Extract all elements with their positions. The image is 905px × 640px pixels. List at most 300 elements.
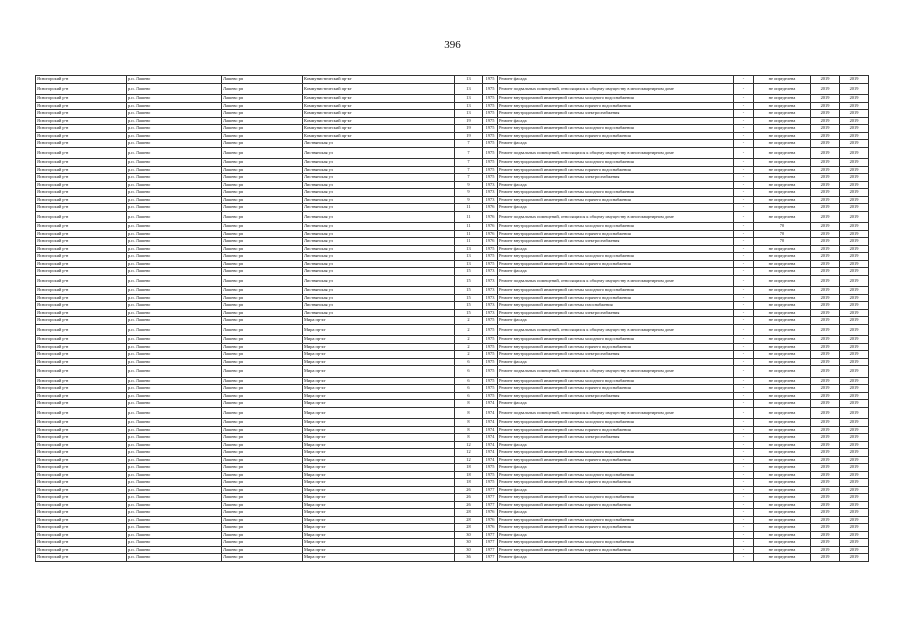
cell-y2: 2019 bbox=[840, 531, 869, 539]
cell-work: Ремонт внутридомовой инженерной системы горячего водоснабжения bbox=[498, 343, 734, 351]
cell-settlement: р.п. Лашево bbox=[127, 275, 222, 287]
cell-house: 19 bbox=[455, 132, 483, 140]
cell-y1: 2019 bbox=[811, 181, 840, 189]
table-row bbox=[36, 539, 869, 547]
cell-year: 1975 bbox=[483, 159, 498, 167]
cell-district: Ясногорский р-н bbox=[36, 441, 127, 449]
cell-municipality: Лашево рп bbox=[222, 95, 303, 103]
cell-street: Листвянская ул bbox=[303, 245, 455, 253]
table-row bbox=[36, 456, 869, 464]
cell-y1: 2019 bbox=[811, 407, 840, 419]
table-row bbox=[36, 434, 869, 442]
cell-municipality: Лашево рп bbox=[222, 456, 303, 464]
cell-municipality: Лашево рп bbox=[222, 211, 303, 223]
cell-year: 1975 bbox=[483, 253, 498, 261]
cell-settlement: р.п. Лашево bbox=[127, 76, 222, 84]
cell-value: не определена bbox=[754, 309, 811, 317]
cell-dash: - bbox=[734, 531, 754, 539]
cell-settlement: р.п. Лашево bbox=[127, 181, 222, 189]
cell-year: 1975 bbox=[483, 351, 498, 359]
cell-street: Мира пр-кт bbox=[303, 358, 455, 366]
cell-y2: 2019 bbox=[840, 434, 869, 442]
cell-value: не определена bbox=[754, 419, 811, 427]
cell-street: Мира пр-кт bbox=[303, 486, 455, 494]
cell-municipality: Лашево рп bbox=[222, 554, 303, 562]
cell-value: не определена bbox=[754, 377, 811, 385]
cell-y2: 2019 bbox=[840, 494, 869, 502]
cell-street: Листвянская ул bbox=[303, 196, 455, 204]
cell-y1: 2019 bbox=[811, 336, 840, 344]
cell-district: Ясногорский р-н bbox=[36, 426, 127, 434]
cell-municipality: Лашево рп bbox=[222, 174, 303, 182]
cell-work: Ремонт внутридомовой инженерной системы холодного водоснабжения bbox=[498, 253, 734, 261]
cell-house: 2 bbox=[455, 343, 483, 351]
cell-y2: 2019 bbox=[840, 441, 869, 449]
cell-year: 1975 bbox=[483, 140, 498, 148]
cell-settlement: р.п. Лашево bbox=[127, 366, 222, 378]
cell-work: Ремонт внутридомовой инженерной системы горячего водоснабжения bbox=[498, 294, 734, 302]
cell-settlement: р.п. Лашево bbox=[127, 486, 222, 494]
cell-dash: - bbox=[734, 125, 754, 133]
cell-y2: 2019 bbox=[840, 302, 869, 310]
cell-dash: - bbox=[734, 524, 754, 532]
table-row bbox=[36, 400, 869, 408]
cell-municipality: Лашево рп bbox=[222, 516, 303, 524]
page-number: 396 bbox=[444, 39, 461, 51]
cell-house: 7 bbox=[455, 159, 483, 167]
cell-work: Ремонт внутридомовой инженерной системы горячего водоснабжения bbox=[498, 524, 734, 532]
cell-dash: - bbox=[734, 516, 754, 524]
cell-street: Коммунистический пр-кт bbox=[303, 110, 455, 118]
cell-municipality: Лашево рп bbox=[222, 464, 303, 472]
cell-value: не определена bbox=[754, 324, 811, 336]
cell-y2: 2019 bbox=[840, 181, 869, 189]
cell-street: Мира пр-кт bbox=[303, 434, 455, 442]
cell-street: Мира пр-кт bbox=[303, 441, 455, 449]
cell-y2: 2019 bbox=[840, 385, 869, 393]
cell-value: не определена bbox=[754, 287, 811, 295]
cell-y1: 2019 bbox=[811, 294, 840, 302]
cell-y2: 2019 bbox=[840, 253, 869, 261]
cell-settlement: р.п. Лашево bbox=[127, 336, 222, 344]
cell-district: Ясногорский р-н bbox=[36, 366, 127, 378]
cell-municipality: Лашево рп bbox=[222, 426, 303, 434]
cell-y2: 2019 bbox=[840, 268, 869, 276]
cell-year: 1973 bbox=[483, 302, 498, 310]
cell-house: 11 bbox=[455, 230, 483, 238]
cell-settlement: р.п. Лашево bbox=[127, 516, 222, 524]
cell-street: Коммунистический пр-кт bbox=[303, 125, 455, 133]
cell-district: Ясногорский р-н bbox=[36, 324, 127, 336]
table-row bbox=[36, 501, 869, 509]
table-row bbox=[36, 196, 869, 204]
cell-y1: 2019 bbox=[811, 302, 840, 310]
cell-work: Ремонт внутридомовой инженерной системы холодного водоснабжения bbox=[498, 419, 734, 427]
cell-house: 28 bbox=[455, 509, 483, 517]
table-row bbox=[36, 102, 869, 110]
cell-street: Листвянская ул bbox=[303, 260, 455, 268]
cell-y2: 2019 bbox=[840, 351, 869, 359]
cell-municipality: Лашево рп bbox=[222, 539, 303, 547]
cell-y1: 2019 bbox=[811, 539, 840, 547]
cell-y1: 2019 bbox=[811, 287, 840, 295]
cell-dash: - bbox=[734, 464, 754, 472]
cell-house: 11 bbox=[455, 204, 483, 212]
cell-y1: 2019 bbox=[811, 174, 840, 182]
table-row bbox=[36, 343, 869, 351]
cell-house: 9 bbox=[455, 181, 483, 189]
cell-y1: 2019 bbox=[811, 309, 840, 317]
cell-y2: 2019 bbox=[840, 174, 869, 182]
cell-settlement: р.п. Лашево bbox=[127, 385, 222, 393]
cell-house: 18 bbox=[455, 471, 483, 479]
cell-value: не определена bbox=[754, 110, 811, 118]
cell-street: Листвянская ул bbox=[303, 275, 455, 287]
cell-district: Ясногорский р-н bbox=[36, 400, 127, 408]
cell-year: 1975 bbox=[483, 102, 498, 110]
cell-house: 7 bbox=[455, 140, 483, 148]
cell-street: Листвянская ул bbox=[303, 287, 455, 295]
cell-house: 30 bbox=[455, 546, 483, 554]
cell-settlement: р.п. Лашево bbox=[127, 238, 222, 246]
cell-municipality: Лашево рп bbox=[222, 441, 303, 449]
cell-y1: 2019 bbox=[811, 456, 840, 464]
cell-value: не определена bbox=[754, 351, 811, 359]
cell-district: Ясногорский р-н bbox=[36, 230, 127, 238]
table-row bbox=[36, 546, 869, 554]
cell-year: 1975 bbox=[483, 83, 498, 95]
table-row bbox=[36, 204, 869, 212]
cell-municipality: Лашево рп bbox=[222, 385, 303, 393]
cell-municipality: Лашево рп bbox=[222, 181, 303, 189]
cell-district: Ясногорский р-н bbox=[36, 159, 127, 167]
cell-settlement: р.п. Лашево bbox=[127, 287, 222, 295]
cell-work: Ремонт внутридомовой инженерной системы горячего водоснабжения bbox=[498, 385, 734, 393]
cell-street: Мира пр-кт bbox=[303, 539, 455, 547]
cell-dash: - bbox=[734, 407, 754, 419]
cell-house: 7 bbox=[455, 166, 483, 174]
cell-y2: 2019 bbox=[840, 238, 869, 246]
cell-settlement: р.п. Лашево bbox=[127, 407, 222, 419]
table-row bbox=[36, 516, 869, 524]
cell-municipality: Лашево рп bbox=[222, 524, 303, 532]
cell-value: не определена bbox=[754, 196, 811, 204]
cell-y2: 2019 bbox=[840, 196, 869, 204]
cell-house: 26 bbox=[455, 486, 483, 494]
cell-year: 1975 bbox=[483, 324, 498, 336]
cell-street: Мира пр-кт bbox=[303, 351, 455, 359]
cell-settlement: р.п. Лашево bbox=[127, 539, 222, 547]
cell-settlement: р.п. Лашево bbox=[127, 524, 222, 532]
cell-dash: - bbox=[734, 140, 754, 148]
cell-district: Ясногорский р-н bbox=[36, 76, 127, 84]
cell-y1: 2019 bbox=[811, 223, 840, 231]
cell-district: Ясногорский р-н bbox=[36, 102, 127, 110]
cell-y1: 2019 bbox=[811, 464, 840, 472]
cell-house: 8 bbox=[455, 434, 483, 442]
cell-dash: - bbox=[734, 449, 754, 457]
cell-year: 1973 bbox=[483, 189, 498, 197]
cell-dash: - bbox=[734, 110, 754, 118]
cell-y2: 2019 bbox=[840, 486, 869, 494]
cell-year: 1975 bbox=[483, 392, 498, 400]
cell-municipality: Лашево рп bbox=[222, 260, 303, 268]
cell-house: 15 bbox=[455, 302, 483, 310]
cell-street: Мира пр-кт bbox=[303, 385, 455, 393]
table-row bbox=[36, 309, 869, 317]
cell-y1: 2019 bbox=[811, 132, 840, 140]
cell-settlement: р.п. Лашево bbox=[127, 102, 222, 110]
cell-year: 1973 bbox=[483, 181, 498, 189]
cell-value: не определена bbox=[754, 140, 811, 148]
cell-work: Ремонт фасада bbox=[498, 400, 734, 408]
cell-work: Ремонт фасада bbox=[498, 358, 734, 366]
cell-house: 15 bbox=[455, 275, 483, 287]
cell-work: Ремонт внутридомовой инженерной системы холодного водоснабжения bbox=[498, 449, 734, 457]
cell-work: Ремонт внутридомовой инженерной системы газоснабжения bbox=[498, 302, 734, 310]
cell-settlement: р.п. Лашево bbox=[127, 471, 222, 479]
table-row bbox=[36, 260, 869, 268]
cell-y1: 2019 bbox=[811, 275, 840, 287]
cell-municipality: Лашево рп bbox=[222, 324, 303, 336]
cell-work: Ремонт внутридомовой инженерной системы электроснабжения bbox=[498, 238, 734, 246]
cell-work: Ремонт фасада bbox=[498, 464, 734, 472]
cell-dash: - bbox=[734, 479, 754, 487]
cell-settlement: р.п. Лашево bbox=[127, 83, 222, 95]
cell-street: Мира пр-кт bbox=[303, 419, 455, 427]
cell-street: Листвянская ул bbox=[303, 294, 455, 302]
cell-value: не определена bbox=[754, 456, 811, 464]
cell-y1: 2019 bbox=[811, 102, 840, 110]
cell-street: Листвянская ул bbox=[303, 166, 455, 174]
cell-y1: 2019 bbox=[811, 449, 840, 457]
table-row bbox=[36, 181, 869, 189]
cell-dash: - bbox=[734, 509, 754, 517]
cell-y1: 2019 bbox=[811, 83, 840, 95]
cell-y1: 2019 bbox=[811, 238, 840, 246]
cell-year: 1975 bbox=[483, 358, 498, 366]
cell-municipality: Лашево рп bbox=[222, 479, 303, 487]
cell-street: Листвянская ул bbox=[303, 302, 455, 310]
cell-dash: - bbox=[734, 336, 754, 344]
cell-municipality: Лашево рп bbox=[222, 245, 303, 253]
cell-y1: 2019 bbox=[811, 76, 840, 84]
cell-house: 13 bbox=[455, 102, 483, 110]
cell-municipality: Лашево рп bbox=[222, 531, 303, 539]
cell-house: 12 bbox=[455, 449, 483, 457]
cell-value: не определена bbox=[754, 102, 811, 110]
table-row bbox=[36, 324, 869, 336]
cell-y2: 2019 bbox=[840, 343, 869, 351]
table-row bbox=[36, 358, 869, 366]
cell-dash: - bbox=[734, 132, 754, 140]
cell-house: 15 bbox=[455, 309, 483, 317]
cell-year: 1977 bbox=[483, 501, 498, 509]
cell-value: не определена bbox=[754, 132, 811, 140]
cell-y1: 2019 bbox=[811, 501, 840, 509]
cell-dash: - bbox=[734, 76, 754, 84]
cell-year: 1975 bbox=[483, 471, 498, 479]
cell-municipality: Лашево рп bbox=[222, 166, 303, 174]
cell-value: не определена bbox=[754, 464, 811, 472]
cell-house: 8 bbox=[455, 419, 483, 427]
cell-settlement: р.п. Лашево bbox=[127, 501, 222, 509]
cell-district: Ясногорский р-н bbox=[36, 479, 127, 487]
cell-house: 12 bbox=[455, 441, 483, 449]
cell-street: Мира пр-кт bbox=[303, 554, 455, 562]
cell-y2: 2019 bbox=[840, 324, 869, 336]
table-row bbox=[36, 211, 869, 223]
cell-work: Ремонт фасада bbox=[498, 245, 734, 253]
cell-street: Мира пр-кт bbox=[303, 336, 455, 344]
cell-year: 1975 bbox=[483, 117, 498, 125]
cell-district: Ясногорский р-н bbox=[36, 174, 127, 182]
cell-district: Ясногорский р-н bbox=[36, 486, 127, 494]
cell-house: 2 bbox=[455, 317, 483, 325]
cell-y2: 2019 bbox=[840, 516, 869, 524]
cell-district: Ясногорский р-н bbox=[36, 260, 127, 268]
cell-year: 1975 bbox=[483, 76, 498, 84]
cell-house: 6 bbox=[455, 366, 483, 378]
cell-y2: 2019 bbox=[840, 102, 869, 110]
cell-year: 1977 bbox=[483, 494, 498, 502]
cell-settlement: р.п. Лашево bbox=[127, 434, 222, 442]
cell-dash: - bbox=[734, 400, 754, 408]
table-row bbox=[36, 464, 869, 472]
cell-district: Ясногорский р-н bbox=[36, 268, 127, 276]
cell-year: 1973 bbox=[483, 294, 498, 302]
cell-district: Ясногорский р-н bbox=[36, 309, 127, 317]
cell-settlement: р.п. Лашево bbox=[127, 159, 222, 167]
cell-municipality: Лашево рп bbox=[222, 358, 303, 366]
cell-year: 1974 bbox=[483, 449, 498, 457]
cell-year: 1975 bbox=[483, 366, 498, 378]
cell-municipality: Лашево рп bbox=[222, 230, 303, 238]
cell-y1: 2019 bbox=[811, 140, 840, 148]
cell-work: Ремонт внутридомовой инженерной системы горячего водоснабжения bbox=[498, 260, 734, 268]
table-row bbox=[36, 392, 869, 400]
cell-district: Ясногорский р-н bbox=[36, 132, 127, 140]
cell-y1: 2019 bbox=[811, 196, 840, 204]
cell-y2: 2019 bbox=[840, 95, 869, 103]
cell-settlement: р.п. Лашево bbox=[127, 174, 222, 182]
cell-y2: 2019 bbox=[840, 132, 869, 140]
cell-year: 1976 bbox=[483, 223, 498, 231]
cell-street: Коммунистический пр-кт bbox=[303, 95, 455, 103]
cell-dash: - bbox=[734, 189, 754, 197]
cell-house: 36 bbox=[455, 554, 483, 562]
table-row bbox=[36, 132, 869, 140]
cell-work: Ремонт фасада bbox=[498, 204, 734, 212]
cell-value: не определена bbox=[754, 434, 811, 442]
cell-dash: - bbox=[734, 546, 754, 554]
cell-street: Листвянская ул bbox=[303, 174, 455, 182]
cell-year: 1973 bbox=[483, 287, 498, 295]
table-row bbox=[36, 253, 869, 261]
cell-y1: 2019 bbox=[811, 324, 840, 336]
cell-y1: 2019 bbox=[811, 385, 840, 393]
cell-year: 1975 bbox=[483, 174, 498, 182]
cell-y2: 2019 bbox=[840, 449, 869, 457]
cell-y1: 2019 bbox=[811, 166, 840, 174]
cell-year: 1973 bbox=[483, 275, 498, 287]
cell-dash: - bbox=[734, 95, 754, 103]
cell-street: Мира пр-кт bbox=[303, 509, 455, 517]
cell-y1: 2019 bbox=[811, 245, 840, 253]
cell-dash: - bbox=[734, 181, 754, 189]
cell-street: Мира пр-кт bbox=[303, 317, 455, 325]
cell-district: Ясногорский р-н bbox=[36, 351, 127, 359]
cell-settlement: р.п. Лашево bbox=[127, 343, 222, 351]
cell-year: 1973 bbox=[483, 309, 498, 317]
cell-municipality: Лашево рп bbox=[222, 392, 303, 400]
table-row bbox=[36, 268, 869, 276]
cell-year: 1974 bbox=[483, 434, 498, 442]
cell-street: Мира пр-кт bbox=[303, 464, 455, 472]
cell-y1: 2019 bbox=[811, 419, 840, 427]
cell-municipality: Лашево рп bbox=[222, 471, 303, 479]
cell-settlement: р.п. Лашево bbox=[127, 132, 222, 140]
cell-value: не определена bbox=[754, 486, 811, 494]
cell-y1: 2019 bbox=[811, 268, 840, 276]
table-row bbox=[36, 419, 869, 427]
cell-y2: 2019 bbox=[840, 392, 869, 400]
cell-settlement: р.п. Лашево bbox=[127, 358, 222, 366]
table-row bbox=[36, 110, 869, 118]
cell-street: Мира пр-кт bbox=[303, 516, 455, 524]
cell-district: Ясногорский р-н bbox=[36, 95, 127, 103]
cell-street: Мира пр-кт bbox=[303, 471, 455, 479]
cell-year: 1976 bbox=[483, 524, 498, 532]
cell-dash: - bbox=[734, 419, 754, 427]
cell-dash: - bbox=[734, 268, 754, 276]
cell-street: Листвянская ул bbox=[303, 181, 455, 189]
table-row bbox=[36, 140, 869, 148]
cell-value: не определена bbox=[754, 147, 811, 159]
cell-year: 1975 bbox=[483, 147, 498, 159]
cell-y2: 2019 bbox=[840, 358, 869, 366]
cell-municipality: Лашево рп bbox=[222, 317, 303, 325]
cell-year: 1975 bbox=[483, 132, 498, 140]
table-row bbox=[36, 174, 869, 182]
cell-settlement: р.п. Лашево bbox=[127, 351, 222, 359]
cell-settlement: р.п. Лашево bbox=[127, 211, 222, 223]
cell-year: 1975 bbox=[483, 110, 498, 118]
cell-y2: 2019 bbox=[840, 479, 869, 487]
cell-street: Листвянская ул bbox=[303, 253, 455, 261]
cell-y2: 2019 bbox=[840, 524, 869, 532]
cell-year: 1974 bbox=[483, 426, 498, 434]
cell-district: Ясногорский р-н bbox=[36, 449, 127, 457]
cell-house: 6 bbox=[455, 377, 483, 385]
cell-value: не определена bbox=[754, 253, 811, 261]
cell-value: не определена bbox=[754, 189, 811, 197]
cell-settlement: р.п. Лашево bbox=[127, 125, 222, 133]
cell-y2: 2019 bbox=[840, 275, 869, 287]
cell-street: Мира пр-кт bbox=[303, 400, 455, 408]
cell-district: Ясногорский р-н bbox=[36, 189, 127, 197]
cell-street: Листвянская ул bbox=[303, 211, 455, 223]
cell-work: Ремонт фасада bbox=[498, 317, 734, 325]
cell-district: Ясногорский р-н bbox=[36, 287, 127, 295]
cell-settlement: р.п. Лашево bbox=[127, 196, 222, 204]
cell-settlement: р.п. Лашево bbox=[127, 147, 222, 159]
cell-district: Ясногорский р-н bbox=[36, 407, 127, 419]
cell-dash: - bbox=[734, 117, 754, 125]
cell-district: Ясногорский р-н bbox=[36, 125, 127, 133]
cell-house: 26 bbox=[455, 501, 483, 509]
cell-work: Ремонт фасада bbox=[498, 117, 734, 125]
